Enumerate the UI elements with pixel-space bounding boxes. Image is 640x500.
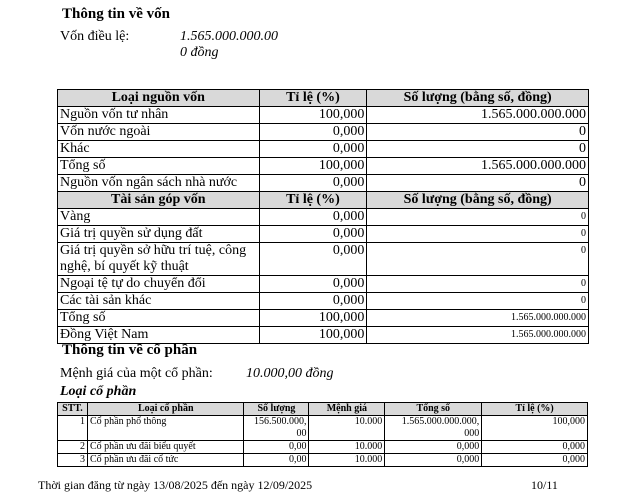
table-row: [58, 158, 589, 175]
cell-total: 0,000: [385, 454, 482, 467]
charter-capital-label: Vốn điều lệ:: [60, 29, 130, 44]
table-row: [58, 276, 589, 293]
cell-ratio: 0,000: [259, 124, 367, 141]
header-total: Tổng số: [385, 403, 482, 416]
cell-ratio: 100,000: [259, 158, 367, 175]
cell-amount: 1.565.000.000.000: [367, 310, 589, 327]
cell-stt: 3: [58, 454, 88, 467]
table-row: [58, 107, 589, 124]
cell-label: Khác: [58, 141, 260, 158]
cell-ratio: 100,000: [259, 107, 367, 124]
header-ratio: Tỉ lệ (%): [259, 192, 367, 209]
cell-stt: 1: [58, 416, 88, 441]
cell-amount: 0: [367, 293, 589, 310]
cell-ratio: 0,000: [259, 209, 367, 226]
cell-quantity: 156.500.000, 00: [244, 416, 309, 441]
table-row: [58, 416, 588, 441]
cell-ratio: 0,000: [259, 293, 367, 310]
cell-ratio: 0,000: [482, 454, 588, 467]
cell-label: Nguồn vốn ngân sách nhà nước: [58, 175, 260, 192]
table-row: [58, 141, 589, 158]
cell-par: 10.000: [309, 416, 385, 441]
page-number: 10/11: [531, 478, 558, 492]
shares-section-title: Thông tin về cổ phần: [62, 342, 198, 358]
cell-total: 1.565.000.000.000, 000: [385, 416, 482, 441]
table-row: [58, 293, 589, 310]
header-ratio: Tỉ lệ (%): [259, 90, 367, 107]
cell-label: Tổng số: [58, 158, 260, 175]
charter-capital-unit: 0 đồng: [180, 45, 219, 60]
cell-share-type: Cổ phần ưu đãi cổ tức: [87, 454, 244, 467]
shares-header-row: [58, 403, 588, 416]
cell-ratio: 100,000: [482, 416, 588, 441]
cell-amount: 0: [367, 175, 589, 192]
table-row: [58, 124, 589, 141]
header-quantity: Số lượng: [244, 403, 309, 416]
cell-ratio: 100,000: [259, 310, 367, 327]
table-row: [58, 310, 589, 327]
cell-label: Nguồn vốn tư nhân: [58, 107, 260, 124]
header-amount: Số lượng (bằng số, đồng): [367, 192, 589, 209]
cell-total: 0,000: [385, 441, 482, 454]
table-row: [58, 226, 589, 243]
cell-label: Tổng số: [58, 310, 260, 327]
cell-ratio: 0,000: [482, 441, 588, 454]
cell-quantity: 0,00: [244, 441, 309, 454]
table-row: [58, 454, 588, 467]
cell-ratio: 0,000: [259, 141, 367, 158]
cell-label: Ngoại tệ tự do chuyển đổi: [58, 276, 260, 293]
capital-section-title: Thông tin về vốn: [62, 6, 170, 22]
assets-header-row: [58, 192, 589, 209]
header-stt: STT.: [58, 403, 88, 416]
header-ratio: Tỉ lệ (%): [482, 403, 588, 416]
par-value-label: Mệnh giá của một cổ phần:: [60, 366, 213, 381]
cell-ratio: 100,000: [259, 327, 367, 344]
sources-header-row: [58, 90, 589, 107]
publication-period: Thời gian đăng từ ngày 13/08/2025 đến ngày 12/09/2025: [38, 478, 313, 492]
cell-ratio: 0,000: [259, 175, 367, 192]
charter-capital-value: 1.565.000.000.00: [180, 29, 278, 44]
cell-stt: 2: [58, 441, 88, 454]
cell-label: Các tài sản khác: [58, 293, 260, 310]
cell-label: Giá trị quyền sở hữu trí tuệ, công nghệ, bí quyết kỹ thuật: [58, 243, 260, 276]
cell-par: 10.000: [309, 441, 385, 454]
share-types-table: [57, 402, 588, 467]
cell-ratio: 0,000: [259, 243, 367, 276]
cell-ratio: 0,000: [259, 226, 367, 243]
cell-par: 10.000: [309, 454, 385, 467]
cell-amount: 0: [367, 243, 589, 276]
cell-amount: 0: [367, 226, 589, 243]
capital-sources-table: [57, 89, 589, 344]
header-par: Mệnh giá: [309, 403, 385, 416]
cell-quantity: 0,00: [244, 454, 309, 467]
cell-amount: 0: [367, 141, 589, 158]
par-value: 10.000,00 đồng: [246, 366, 334, 381]
header-source-type: Loại nguồn vốn: [58, 90, 260, 107]
cell-amount: 0: [367, 209, 589, 226]
header-asset-type: Tài sản góp vốn: [58, 192, 260, 209]
cell-label: Giá trị quyền sử dụng đất: [58, 226, 260, 243]
cell-label: Vốn nước ngoài: [58, 124, 260, 141]
cell-label: Vàng: [58, 209, 260, 226]
cell-label: Đồng Việt Nam: [58, 327, 260, 344]
cell-ratio: 0,000: [259, 276, 367, 293]
table-row: [58, 327, 589, 344]
share-types-title: Loại cổ phần: [60, 384, 137, 399]
header-amount: Số lượng (bằng số, đồng): [367, 90, 589, 107]
table-row: [58, 175, 589, 192]
cell-share-type: Cổ phần phổ thông: [87, 416, 244, 441]
table-row: [58, 441, 588, 454]
cell-amount: 0: [367, 124, 589, 141]
table-row: [58, 209, 589, 226]
cell-amount: 1.565.000.000.000: [367, 327, 589, 344]
cell-amount: 0: [367, 276, 589, 293]
header-share-type: Loại cổ phần: [87, 403, 244, 416]
table-row: [58, 243, 589, 276]
cell-amount: 1.565.000.000.000: [367, 158, 589, 175]
cell-share-type: Cổ phần ưu đãi biểu quyết: [87, 441, 244, 454]
cell-amount: 1.565.000.000.000: [367, 107, 589, 124]
